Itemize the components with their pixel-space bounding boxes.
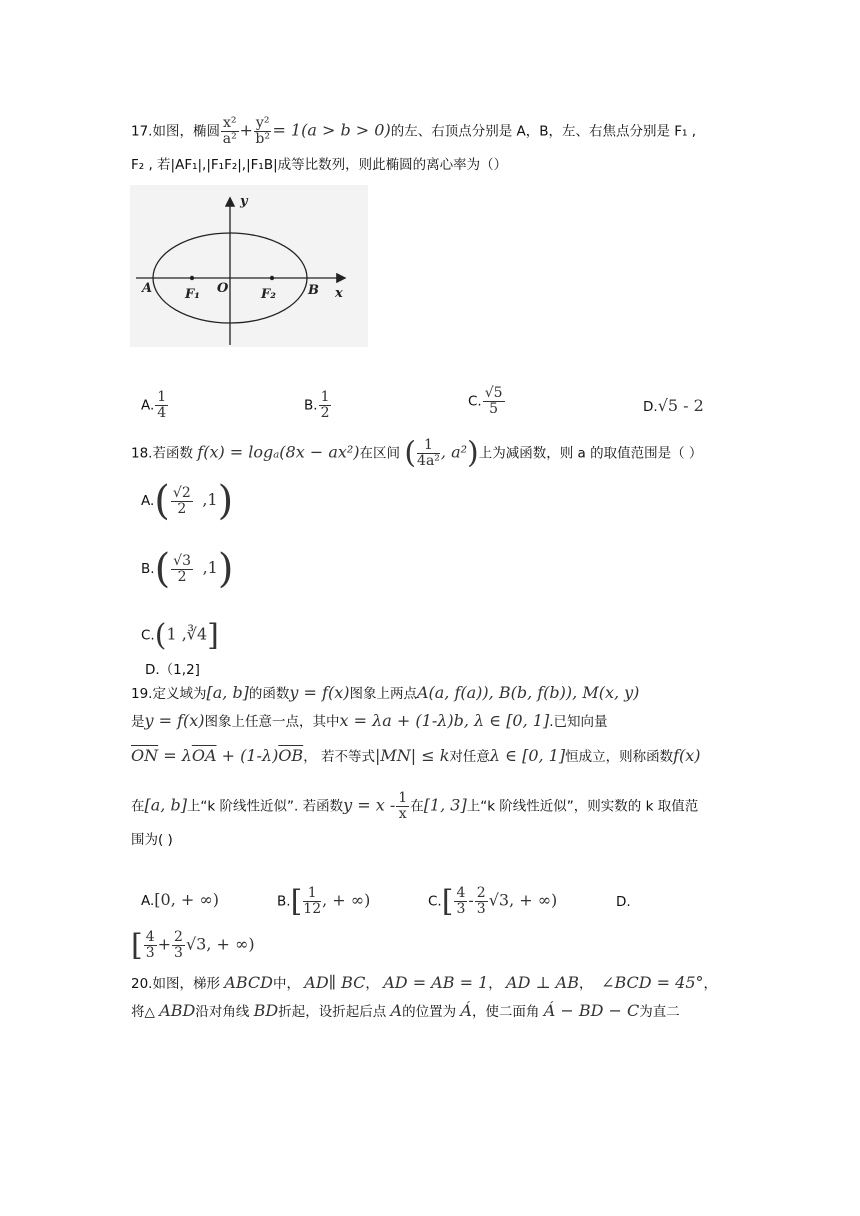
- q17-option-b[interactable]: B. $\frac{1}{2}$: [304, 389, 330, 421]
- point-b-label: B: [308, 283, 319, 298]
- q18-option-d[interactable]: D.（1,2]: [145, 662, 200, 678]
- y-axis-label: y: [240, 194, 248, 209]
- q17-option-d[interactable]: D.√5 - 2: [643, 396, 704, 415]
- q19-line4: 在[a, b]上“k 阶线性近似”. 若函数y = x - $\frac{1}{x}$ 在[1, 3]上“k 阶线性近似”，则实数的 k 取值范: [131, 790, 699, 822]
- q19-option-a[interactable]: A.[0, + ∞): [141, 890, 219, 909]
- q19-line3: $\overline{ON} = \lambda\overline{OA} + (1-\lambda)\overline{OB}$， 若不等式|MN| ≤ k对任意λ ∈ [0, 1]恒成立，则称函数f(x): [131, 746, 701, 765]
- q19-line1: 19.定义域为[a, b]的函数y = f(x)图象上两点A(a, f(a)), B(b, f(b)), M(x, y): [131, 683, 640, 702]
- q19-option-b[interactable]: B.[ $\frac{1}{12}$ , + ∞): [277, 884, 371, 919]
- x2-over-a2: $\frac{\text{x²}}{\text{a²}}$: [222, 115, 237, 147]
- ellipse-figure: [130, 185, 368, 347]
- y2-over-b2: $\frac{\text{y²}}{\text{b²}}$: [255, 115, 270, 147]
- q17-option-a[interactable]: A. $\frac{1}{4}$: [141, 389, 167, 421]
- x-axis-label: x: [335, 286, 343, 301]
- q20-line1: 20.如图，梯形 ABCD中， AD∥ BC， AD = AB = 1， AD ⊥ AB， ∠BCD = 45°，: [131, 973, 718, 992]
- q17-line1: 17.如图，椭圆 $\frac{\text{x²}}{\text{a²}}$ + $\frac{\text{y²}}{\text{b²}}$ = 1(a > b > 0)的左、右顶点分别是 A，B，左、右焦点分别是 F₁ ,: [131, 115, 697, 147]
- q19-option-d[interactable]: [ $\frac{4}{3}$ + $\frac{2}{3}$ √3, + ∞): [131, 928, 255, 963]
- q19-line5: 围为( ): [131, 832, 173, 848]
- point-a-label: A: [142, 281, 153, 296]
- ellipse-diagram: [130, 185, 368, 347]
- point-f1-label: F₁: [185, 287, 200, 302]
- q19-option-c[interactable]: C.[ $\frac{4}{3}$ - $\frac{2}{3}$ √3, + ∞): [428, 884, 558, 919]
- q18-option-b[interactable]: B.( $\frac{√3}{2}$ ,1): [141, 546, 234, 592]
- q19-line2: 是y = f(x)图象上任意一点，其中x = λa + (1-λ)b, λ ∈ [0, 1].已知向量: [131, 711, 608, 730]
- q19-option-d-label[interactable]: D.: [616, 894, 631, 910]
- q17-line2: F₂ , 若|AF₁|,|F₁F₂|,|F₁B|成等比数列，则此椭圆的离心率为（）: [131, 157, 508, 173]
- point-f2-label: F₂: [261, 287, 276, 302]
- q20-line2: 将△ ABD沿对角线 BD折起，设折起后点 A的位置为 Á，使二面角 Á − BD − C为直二: [131, 1001, 680, 1020]
- q18-option-a[interactable]: A.( $\frac{√2}{2}$ ,1): [141, 478, 234, 524]
- q17-option-c[interactable]: C. $\frac{√5}{5}$: [468, 385, 503, 417]
- origin-label: O: [217, 281, 229, 296]
- q18-stem: 18.若函数 f(x) = logₐ(8x − ax²)在区间 ( $\frac{1}{\text{4a²}}$ , a²)上为减函数，则 a 的取值范围是（ ）: [131, 435, 703, 471]
- q18-option-c[interactable]: C.(1 ,∛4]: [141, 618, 219, 653]
